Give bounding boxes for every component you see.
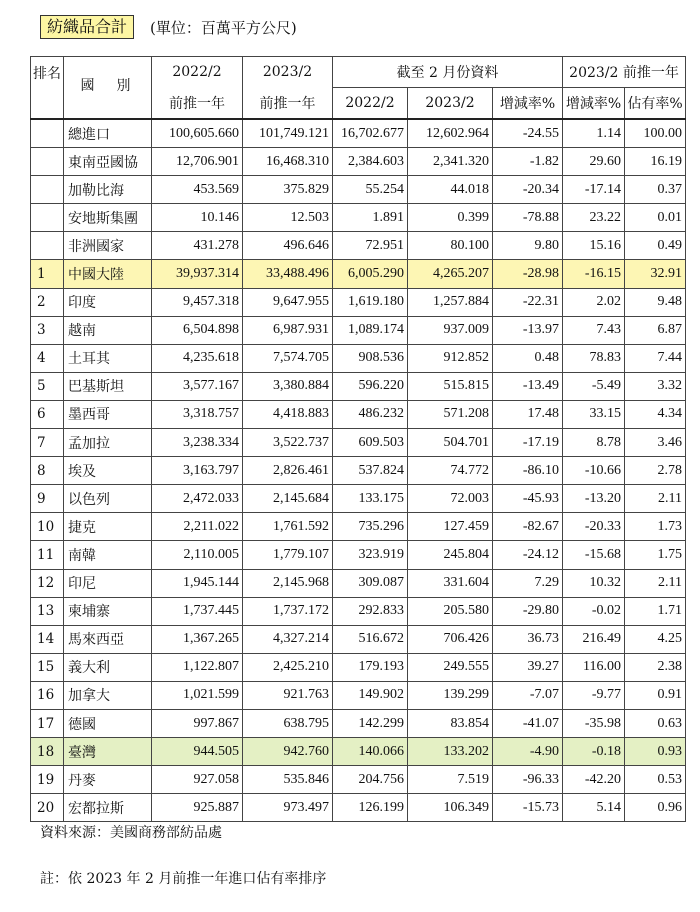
trailing-change-cell: -13.20	[563, 485, 625, 513]
table-row	[31, 204, 686, 232]
country-cell: 越南	[64, 316, 152, 344]
trailing-2023-cell: 16,468.310	[243, 148, 333, 176]
trailing-2023-cell: 9,647.955	[243, 288, 333, 316]
ytd-2023-cell: 0.399	[408, 204, 493, 232]
rank-cell: 2	[31, 288, 64, 316]
trailing-2023-cell: 375.829	[243, 176, 333, 204]
share-cell: 0.37	[625, 176, 686, 204]
rank-cell: 13	[31, 597, 64, 625]
share-cell: 0.01	[625, 204, 686, 232]
table-row	[31, 148, 686, 176]
country-cell: 以色列	[64, 485, 152, 513]
ytd-2022-cell: 596.220	[333, 372, 408, 400]
header-ytd-2022: 2022/2	[333, 88, 408, 120]
table-row	[31, 485, 686, 513]
ytd-change-cell: -13.49	[493, 372, 563, 400]
trailing-2023-cell: 4,327.214	[243, 625, 333, 653]
trailing-2022-cell: 10.146	[152, 204, 243, 232]
table-row	[31, 569, 686, 597]
table-row	[31, 766, 686, 794]
trailing-2023-cell: 535.846	[243, 766, 333, 794]
rank-cell: 14	[31, 625, 64, 653]
trailing-change-cell: 10.32	[563, 569, 625, 597]
table-row	[31, 794, 686, 822]
country-cell: 馬來西亞	[64, 625, 152, 653]
ytd-change-cell: -13.97	[493, 316, 563, 344]
ytd-change-cell: -15.73	[493, 794, 563, 822]
ytd-2023-cell: 249.555	[408, 653, 493, 681]
ytd-2022-cell: 126.199	[333, 794, 408, 822]
trailing-change-cell: 216.49	[563, 625, 625, 653]
trailing-change-cell: 78.83	[563, 344, 625, 372]
country-cell: 丹麥	[64, 766, 152, 794]
trailing-2023-cell: 1,761.592	[243, 513, 333, 541]
trailing-2023-cell: 2,425.210	[243, 653, 333, 681]
header-2023-top: 2023/2	[243, 57, 333, 88]
ytd-change-cell: -96.33	[493, 766, 563, 794]
header-2023-bottom: 前推一年	[243, 88, 333, 120]
header-ytd-change: 增減率%	[493, 88, 563, 120]
rank-cell: 17	[31, 709, 64, 737]
ytd-2023-cell: 515.815	[408, 372, 493, 400]
table-body	[31, 119, 686, 822]
trailing-2022-cell: 100,605.660	[152, 119, 243, 148]
ytd-2022-cell: 179.193	[333, 653, 408, 681]
rank-cell	[31, 176, 64, 204]
trailing-change-cell: -5.49	[563, 372, 625, 400]
share-cell: 0.63	[625, 709, 686, 737]
rank-cell	[31, 204, 64, 232]
ytd-change-cell: 0.48	[493, 344, 563, 372]
ytd-2022-cell: 537.824	[333, 457, 408, 485]
ytd-change-cell: 9.80	[493, 232, 563, 260]
country-cell: 中國大陸	[64, 260, 152, 288]
country-cell: 加拿大	[64, 681, 152, 709]
ytd-2022-cell: 486.232	[333, 400, 408, 428]
trailing-2023-cell: 638.795	[243, 709, 333, 737]
ytd-2022-cell: 735.296	[333, 513, 408, 541]
ytd-2022-cell: 142.299	[333, 709, 408, 737]
table-header	[31, 57, 686, 120]
country-cell: 宏都拉斯	[64, 794, 152, 822]
share-cell: 1.71	[625, 597, 686, 625]
trailing-change-cell: -10.66	[563, 457, 625, 485]
country-cell: 安地斯集團	[64, 204, 152, 232]
ytd-2023-cell: 80.100	[408, 232, 493, 260]
table-row	[31, 625, 686, 653]
rank-cell	[31, 232, 64, 260]
ytd-change-cell: -24.12	[493, 541, 563, 569]
share-cell: 100.00	[625, 119, 686, 148]
trailing-2022-cell: 431.278	[152, 232, 243, 260]
trailing-2022-cell: 6,504.898	[152, 316, 243, 344]
ytd-2023-cell: 2,341.320	[408, 148, 493, 176]
ytd-2022-cell: 609.503	[333, 429, 408, 457]
table-row	[31, 541, 686, 569]
trailing-2023-cell: 3,522.737	[243, 429, 333, 457]
header-ytd-2023: 2023/2	[408, 88, 493, 120]
trailing-2023-cell: 4,418.883	[243, 400, 333, 428]
country-cell: 印尼	[64, 569, 152, 597]
rank-cell: 20	[31, 794, 64, 822]
ytd-change-cell: -45.93	[493, 485, 563, 513]
ytd-2023-cell: 245.804	[408, 541, 493, 569]
trailing-2023-cell: 3,380.884	[243, 372, 333, 400]
ytd-2023-cell: 72.003	[408, 485, 493, 513]
table-row	[31, 288, 686, 316]
table-row	[31, 344, 686, 372]
trailing-2022-cell: 39,937.314	[152, 260, 243, 288]
trailing-2022-cell: 997.867	[152, 709, 243, 737]
trailing-change-cell: -9.77	[563, 681, 625, 709]
trailing-2022-cell: 1,122.807	[152, 653, 243, 681]
ytd-change-cell: -86.10	[493, 457, 563, 485]
ytd-2023-cell: 139.299	[408, 681, 493, 709]
share-cell: 3.32	[625, 372, 686, 400]
table-row	[31, 176, 686, 204]
header-ytd-group: 截至 2 月份資料	[333, 57, 563, 88]
country-cell: 墨西哥	[64, 400, 152, 428]
ytd-2022-cell: 516.672	[333, 625, 408, 653]
country-cell: 德國	[64, 709, 152, 737]
ytd-2023-cell: 706.426	[408, 625, 493, 653]
rank-cell: 18	[31, 738, 64, 766]
share-cell: 2.38	[625, 653, 686, 681]
share-cell: 7.44	[625, 344, 686, 372]
ytd-2022-cell: 6,005.290	[333, 260, 408, 288]
trailing-change-cell: -0.02	[563, 597, 625, 625]
ytd-2023-cell: 74.772	[408, 457, 493, 485]
trailing-change-cell: 23.22	[563, 204, 625, 232]
trailing-2023-cell: 7,574.705	[243, 344, 333, 372]
share-cell: 1.73	[625, 513, 686, 541]
trailing-2022-cell: 1,737.445	[152, 597, 243, 625]
rank-cell: 16	[31, 681, 64, 709]
ytd-change-cell: -1.82	[493, 148, 563, 176]
rank-cell	[31, 119, 64, 148]
country-cell: 義大利	[64, 653, 152, 681]
share-cell: 6.87	[625, 316, 686, 344]
ytd-2022-cell: 1,619.180	[333, 288, 408, 316]
country-cell: 土耳其	[64, 344, 152, 372]
country-cell: 非洲國家	[64, 232, 152, 260]
country-cell: 巴基斯坦	[64, 372, 152, 400]
ytd-2022-cell: 309.087	[333, 569, 408, 597]
trailing-2023-cell: 1,737.172	[243, 597, 333, 625]
trailing-2022-cell: 925.887	[152, 794, 243, 822]
country-cell: 印度	[64, 288, 152, 316]
ytd-2022-cell: 149.902	[333, 681, 408, 709]
trailing-change-cell: -0.18	[563, 738, 625, 766]
ytd-change-cell: -20.34	[493, 176, 563, 204]
rank-cell: 11	[31, 541, 64, 569]
country-cell: 埃及	[64, 457, 152, 485]
trailing-2022-cell: 2,472.033	[152, 485, 243, 513]
country-cell: 臺灣	[64, 738, 152, 766]
ytd-2023-cell: 4,265.207	[408, 260, 493, 288]
ytd-change-cell: -4.90	[493, 738, 563, 766]
trailing-2022-cell: 3,238.334	[152, 429, 243, 457]
ytd-change-cell: 17.48	[493, 400, 563, 428]
share-cell: 0.93	[625, 738, 686, 766]
ytd-2023-cell: 912.852	[408, 344, 493, 372]
table-row	[31, 653, 686, 681]
trailing-2023-cell: 6,987.931	[243, 316, 333, 344]
trailing-change-cell: 5.14	[563, 794, 625, 822]
share-cell: 4.34	[625, 400, 686, 428]
trailing-2022-cell: 4,235.618	[152, 344, 243, 372]
header-trailing-change: 增減率%	[563, 88, 625, 120]
ytd-2023-cell: 12,602.964	[408, 119, 493, 148]
table-row	[31, 738, 686, 766]
table-row	[31, 429, 686, 457]
trailing-2023-cell: 973.497	[243, 794, 333, 822]
share-cell: 1.75	[625, 541, 686, 569]
share-cell: 0.53	[625, 766, 686, 794]
trailing-change-cell: 8.78	[563, 429, 625, 457]
rank-cell: 10	[31, 513, 64, 541]
ytd-change-cell: 7.29	[493, 569, 563, 597]
ytd-2022-cell: 16,702.677	[333, 119, 408, 148]
trailing-change-cell: -42.20	[563, 766, 625, 794]
share-cell: 4.25	[625, 625, 686, 653]
ytd-change-cell: -82.67	[493, 513, 563, 541]
trailing-2023-cell: 101,749.121	[243, 119, 333, 148]
trailing-change-cell: 33.15	[563, 400, 625, 428]
rank-cell	[31, 148, 64, 176]
ytd-2022-cell: 1,089.174	[333, 316, 408, 344]
ytd-change-cell: -17.19	[493, 429, 563, 457]
trailing-2022-cell: 927.058	[152, 766, 243, 794]
country-cell: 捷克	[64, 513, 152, 541]
rank-cell: 9	[31, 485, 64, 513]
trailing-change-cell: 116.00	[563, 653, 625, 681]
ytd-2023-cell: 7.519	[408, 766, 493, 794]
ytd-2022-cell: 204.756	[333, 766, 408, 794]
share-cell: 9.48	[625, 288, 686, 316]
trailing-2022-cell: 3,577.167	[152, 372, 243, 400]
trailing-2023-cell: 2,826.461	[243, 457, 333, 485]
rank-cell: 8	[31, 457, 64, 485]
share-cell: 32.91	[625, 260, 686, 288]
table-row	[31, 400, 686, 428]
trailing-2023-cell: 2,145.684	[243, 485, 333, 513]
ytd-2022-cell: 140.066	[333, 738, 408, 766]
table-row	[31, 232, 686, 260]
table-row	[31, 119, 686, 148]
table-row	[31, 316, 686, 344]
table-row	[31, 597, 686, 625]
trailing-2022-cell: 2,211.022	[152, 513, 243, 541]
source-note: 資料來源：美國商務部紡品處	[40, 825, 222, 841]
ytd-2023-cell: 106.349	[408, 794, 493, 822]
rank-cell: 12	[31, 569, 64, 597]
ytd-2023-cell: 133.202	[408, 738, 493, 766]
trailing-2022-cell: 944.505	[152, 738, 243, 766]
trailing-2022-cell: 2,110.005	[152, 541, 243, 569]
share-cell: 3.46	[625, 429, 686, 457]
table-row	[31, 709, 686, 737]
ranking-note: 註：依 2023 年 2 月前推一年進口佔有率排序	[40, 871, 327, 887]
ytd-2023-cell: 1,257.884	[408, 288, 493, 316]
trailing-2022-cell: 1,367.265	[152, 625, 243, 653]
header-2022-bottom: 前推一年	[152, 88, 243, 120]
ytd-2022-cell: 1.891	[333, 204, 408, 232]
ytd-change-cell: -29.80	[493, 597, 563, 625]
ytd-2022-cell: 72.951	[333, 232, 408, 260]
share-cell: 0.49	[625, 232, 686, 260]
ytd-change-cell: -78.88	[493, 204, 563, 232]
trailing-change-cell: 29.60	[563, 148, 625, 176]
trailing-2022-cell: 3,318.757	[152, 400, 243, 428]
textile-import-table	[30, 56, 686, 822]
ytd-2022-cell: 2,384.603	[333, 148, 408, 176]
trailing-change-cell: -15.68	[563, 541, 625, 569]
country-cell: 加勒比海	[64, 176, 152, 204]
share-cell: 16.19	[625, 148, 686, 176]
table-row	[31, 260, 686, 288]
trailing-change-cell: 1.14	[563, 119, 625, 148]
trailing-change-cell: -20.33	[563, 513, 625, 541]
trailing-2023-cell: 12.503	[243, 204, 333, 232]
rank-cell: 1	[31, 260, 64, 288]
trailing-2022-cell: 12,706.901	[152, 148, 243, 176]
rank-cell: 19	[31, 766, 64, 794]
table-row	[31, 681, 686, 709]
ytd-2023-cell: 504.701	[408, 429, 493, 457]
table-row	[31, 372, 686, 400]
trailing-2022-cell: 9,457.318	[152, 288, 243, 316]
share-cell: 2.78	[625, 457, 686, 485]
share-cell: 0.96	[625, 794, 686, 822]
header-2022-top: 2022/2	[152, 57, 243, 88]
ytd-2022-cell: 55.254	[333, 176, 408, 204]
rank-cell: 4	[31, 344, 64, 372]
trailing-2022-cell: 453.569	[152, 176, 243, 204]
trailing-2022-cell: 1,945.144	[152, 569, 243, 597]
rank-cell: 5	[31, 372, 64, 400]
ytd-2022-cell: 908.536	[333, 344, 408, 372]
ytd-2022-cell: 292.833	[333, 597, 408, 625]
country-cell: 南韓	[64, 541, 152, 569]
share-cell: 0.91	[625, 681, 686, 709]
trailing-2023-cell: 921.763	[243, 681, 333, 709]
trailing-change-cell: -35.98	[563, 709, 625, 737]
trailing-2023-cell: 1,779.107	[243, 541, 333, 569]
trailing-2023-cell: 2,145.968	[243, 569, 333, 597]
trailing-change-cell: 7.43	[563, 316, 625, 344]
share-cell: 2.11	[625, 485, 686, 513]
table-row	[31, 513, 686, 541]
ytd-2023-cell: 571.208	[408, 400, 493, 428]
header-rank: 排名	[31, 57, 64, 120]
rank-cell: 3	[31, 316, 64, 344]
trailing-change-cell: 2.02	[563, 288, 625, 316]
ytd-2023-cell: 937.009	[408, 316, 493, 344]
ytd-change-cell: -41.07	[493, 709, 563, 737]
ytd-2023-cell: 127.459	[408, 513, 493, 541]
ytd-2022-cell: 133.175	[333, 485, 408, 513]
ytd-2023-cell: 205.580	[408, 597, 493, 625]
trailing-2023-cell: 496.646	[243, 232, 333, 260]
ytd-change-cell: 36.73	[493, 625, 563, 653]
trailing-change-cell: 15.16	[563, 232, 625, 260]
title-row	[40, 14, 297, 40]
rank-cell: 6	[31, 400, 64, 428]
ytd-2023-cell: 83.854	[408, 709, 493, 737]
header-trailing-share: 佔有率%	[625, 88, 686, 120]
share-cell: 2.11	[625, 569, 686, 597]
table-title: 紡織品合計	[40, 15, 134, 39]
ytd-change-cell: -24.55	[493, 119, 563, 148]
ytd-2023-cell: 331.604	[408, 569, 493, 597]
ytd-change-cell: -28.98	[493, 260, 563, 288]
trailing-change-cell: -17.14	[563, 176, 625, 204]
table-row	[31, 457, 686, 485]
unit-label: (單位：百萬平方公尺)	[150, 18, 297, 37]
country-cell: 柬埔寨	[64, 597, 152, 625]
country-cell: 孟加拉	[64, 429, 152, 457]
trailing-change-cell: -16.15	[563, 260, 625, 288]
ytd-2023-cell: 44.018	[408, 176, 493, 204]
trailing-2022-cell: 3,163.797	[152, 457, 243, 485]
ytd-change-cell: -7.07	[493, 681, 563, 709]
country-cell: 總進口	[64, 119, 152, 148]
ytd-2022-cell: 323.919	[333, 541, 408, 569]
country-cell: 東南亞國協	[64, 148, 152, 176]
ytd-change-cell: -22.31	[493, 288, 563, 316]
trailing-2023-cell: 33,488.496	[243, 260, 333, 288]
trailing-2023-cell: 942.760	[243, 738, 333, 766]
rank-cell: 15	[31, 653, 64, 681]
ytd-change-cell: 39.27	[493, 653, 563, 681]
header-country: 國 別	[64, 57, 152, 120]
rank-cell: 7	[31, 429, 64, 457]
header-trailing-group: 2023/2 前推一年	[563, 57, 686, 88]
trailing-2022-cell: 1,021.599	[152, 681, 243, 709]
